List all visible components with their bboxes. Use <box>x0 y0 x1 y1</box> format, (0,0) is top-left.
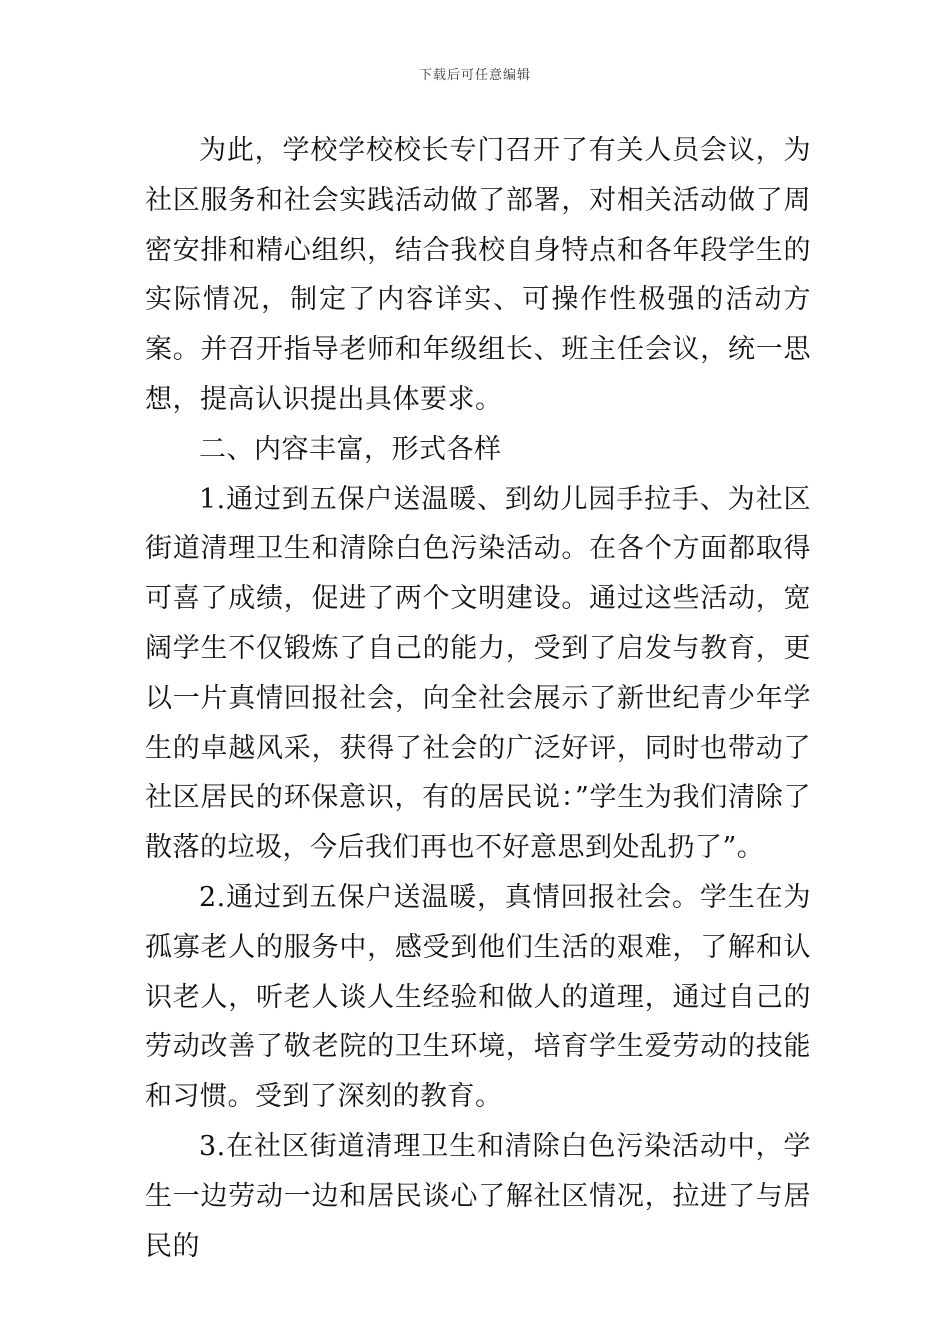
paragraph-item-2: 2.通过到五保户送温暖，真情回报社会。学生在为孤寡老人的服务中，感受到他们生活的艰难，了解和认识老人，听老人谈人生经验和做人的道理，通过自己的劳动改善了敬老院的卫生环境，培育学生爱劳动的技能和习惯。受到了深刻的教育。 <box>145 881 811 1113</box>
paragraph-item-1: 1.通过到五保户送温暖、到幼儿园手拉手、为社区街道清理卫生和清除白色污染活动。在各个方面都取得可喜了成绩，促进了两个文明建设。通过这些活动，宽阔学生不仅锻炼了自己的能力，受到了启发与教育，更以一片真情回报社会，向全社会展示了新世纪青少年学生的卓越风采，获得了社会的广泛好评，同时也带动了社区居民的环保意识，有的居民说：”学生为我们清除了散落的垃圾，今后我们再也不好意思到处乱扔了”。 <box>145 483 811 864</box>
paragraph-item-3: 3.在社区街道清理卫生和清除白色污染活动中，学生一边劳动一边和居民谈心了解社区情况，拉进了与居民的 <box>145 1130 811 1262</box>
page-header-note: 下载后可任意编辑 <box>418 68 531 83</box>
paragraph-preparation: 为此，学校学校校长专门召开了有关人员会议，为社区服务和社会实践活动做了部署，对相关活动做了周密安排和精心组织，结合我校自身特点和各年段学生的实际情况，制定了内容详实、可操作性极强的活动方案。并召开指导老师和年级组长、班主任会议，统一思想，提高认识提出具体要求。 <box>145 135 811 415</box>
section-heading: 二、内容丰富，形式各样 <box>199 433 502 465</box>
document-body <box>145 126 811 1271</box>
